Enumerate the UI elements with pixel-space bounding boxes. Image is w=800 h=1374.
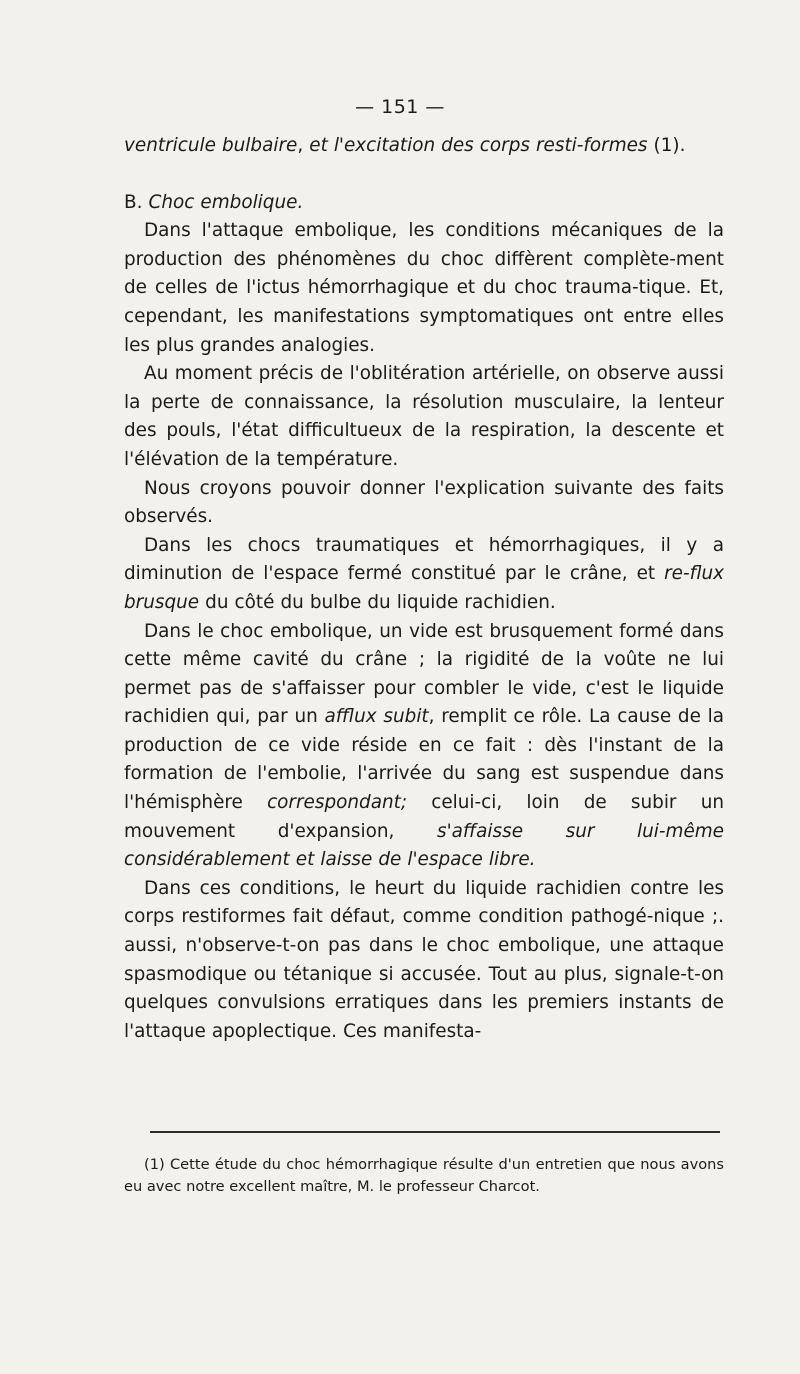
italic-phrase: et l'excitation des corps resti-formes: [309, 135, 648, 156]
text-run: du côté du bulbe du liquide rachidien.: [199, 591, 556, 613]
italic-phrase: s'affaisse sur lui-même considérablement et laisse de l'espace libre.: [124, 820, 724, 871]
paragraph: Nous croyons pouvoir donner l'explication suivante des faits observés.: [124, 477, 724, 528]
italic-phrase: re-flux brusque: [124, 563, 724, 613]
page-number: — 151 —: [355, 96, 445, 118]
footnote-rule: [150, 1131, 720, 1133]
italic-phrase: correspondant;: [267, 792, 408, 814]
paragraph: Dans l'attaque embolique, les conditions mécaniques de la production des phénomènes du choc diffèrent complète-ment de celles de l'ictus hémorrhagique et du choc trauma-tique. Et, cependant, les manifestations symptomatiques ont entre elles les plus grandes analogies.: [124, 220, 724, 356]
paragraph: [124, 532, 724, 618]
italic-phrase: ventricule bulbaire: [124, 135, 298, 156]
paragraph: Au moment précis de l'oblitération artérielle, on observe aussi la perte de connaissance, la résolution musculaire, la lenteur des pouls, l'état difficultueux de la respiration, la descente et l'élévation de la température.: [124, 363, 724, 470]
paragraph: [124, 618, 724, 875]
text-run: celui-ci, loin de subir un mouvement d'expansion,: [124, 792, 725, 842]
text-run: ,: [297, 135, 310, 156]
main-text: [124, 132, 724, 1046]
italic-phrase: afflux subit: [324, 706, 429, 728]
text-run: Dans les chocs traumatiques et hémorrhagiques, il y a diminution de l'espace fermé constitué par le crâne, et: [124, 534, 724, 585]
footnote: (1) Cette étude du choc hémorrhagique résulte d'un entretien que nous avons eu avec notre excellent maître, M. le professeur Charcot.: [124, 1156, 724, 1195]
paragraph: Dans ces conditions, le heurt du liquide rachidien contre les corps restiformes fait défaut, comme condition pathogé-nique ;. aussi, n'observe-t-on pas dans le choc embolique, une attaque spasmodique ou tétanique si accusée. Tout au plus, signale-t-on quelques convulsions erratiques dans les premiers instants de l'attaque apoplectique. Ces manifesta-: [124, 877, 724, 1042]
footnote-reference: (1).: [647, 135, 686, 156]
section-title: Choc embolique.: [148, 191, 304, 213]
text-run: , remplit ce rôle. La cause de la production de ce vide réside en ce fait : dès l'instant de la formation de l'embolie, l'arrivée du sang est suspendue dans l'hémisphère: [124, 706, 725, 814]
section-letter: B.: [124, 191, 149, 213]
text-run: Dans le choc embolique, un vide est brusquement formé dans cette même cavité du crâne ; la rigidité de la voûte ne lui permet pas de s'affaisser pour combler le vide, c'est le liquide rachidien qui, par un: [124, 620, 724, 728]
paragraph-continuation: [124, 132, 724, 161]
section-heading: [124, 189, 724, 218]
